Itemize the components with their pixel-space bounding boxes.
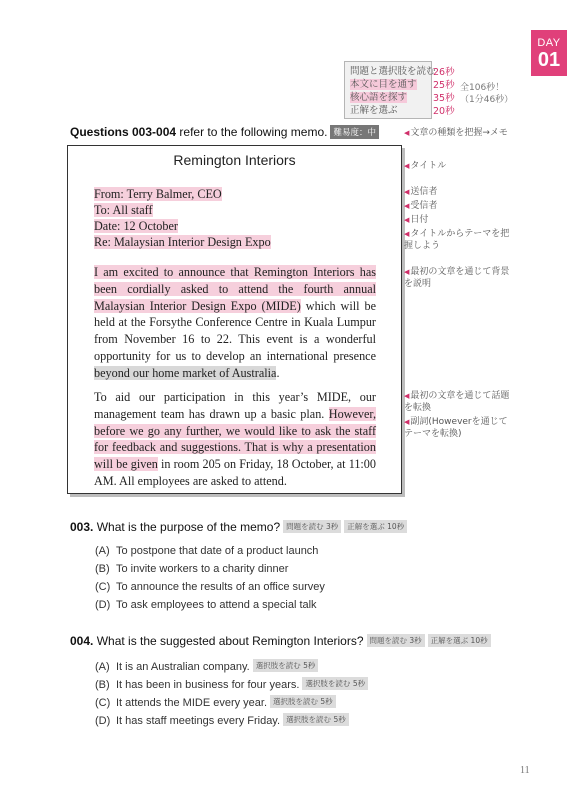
time-tag: 正解を選ぶ 10秒 [344, 520, 407, 533]
timing-total-sub: （1分46秒） [460, 95, 514, 105]
annotation-topic: ◀ 最初の文章を通じて話題を転換 [404, 390, 512, 414]
time-tag: 選択肢を読む 5秒 [283, 713, 349, 726]
questions-range: Questions 003-004 [70, 125, 177, 139]
annotation-sender: ◀ 送信者 [404, 186, 512, 198]
timing-sec-skim: 25秒 [433, 80, 455, 91]
timing-sec-keyword: 35秒 [433, 93, 455, 104]
day-label: DAY [537, 37, 561, 49]
memo-paragraph-1: I am excited to announce that Remington Interiors has been cordially asked to attend the fourth annual Malaysian Interior Design Expo (MIDE) which will be held at the Forsythe Conference Centre in Kuala Lumpur from November 16 to 22. This event is a wonderful opportunity for us to develop an international presence beyond our home market of Australia. [94, 265, 376, 380]
option-003-a[interactable]: (A) To postpone that date of a product launch [95, 545, 319, 557]
timing-sec-read: 26秒 [433, 67, 455, 78]
time-tag: 選択肢を読む 5秒 [253, 659, 319, 672]
memo-from: From: Terry Balmer, CEO [94, 187, 222, 201]
time-tag: 問題を読む 3秒 [367, 634, 425, 647]
annotation-theme: ◀ タイトルからテーマを把握しよう [404, 228, 512, 252]
highlight-pink: I am excited to announce that Remington Interiors has been cordially asked to attend the fourth annual Malaysian Interior Design Expo (MIDE) [94, 265, 376, 313]
memo-company: Remington Interiors [173, 152, 296, 168]
timing-row-skim: 本文に目を通す [350, 79, 417, 90]
timing-row-read: 問題と選択肢を読む [350, 66, 436, 77]
page-number: 11 [520, 765, 530, 776]
timing-box [344, 61, 436, 119]
memo-subject: Re: Malaysian Interior Design Expo [94, 235, 271, 249]
time-tag: 問題を読む 3秒 [283, 520, 341, 533]
option-003-d[interactable]: (D) To ask employees to attend a special talk [95, 599, 317, 611]
timing-row-keyword: 核心語を探す [350, 92, 408, 103]
option-004-c[interactable]: (C) It attends the MIDE every year. 選択肢を読む 5秒 [95, 695, 336, 709]
questions-instruction: refer to the following memo. [176, 125, 328, 139]
time-tag: 正解を選ぶ 10秒 [428, 634, 491, 647]
highlight-gray: beyond our home market of Australia [94, 365, 277, 380]
difficulty-badge: 難易度：中 [330, 125, 379, 139]
questions-header [70, 125, 379, 139]
question-004: 004. What is the suggested about Remington Interiors? 問題を読む 3秒 正解を選ぶ 10秒 [70, 634, 491, 648]
question-003: 003. What is the purpose of the memo? 問題を読む 3秒 正解を選ぶ 10秒 [70, 520, 407, 534]
option-003-c[interactable]: (C) To announce the results of an office survey [95, 581, 325, 593]
option-003-b[interactable]: (B) To invite workers to a charity dinner [95, 563, 289, 575]
annotation-date: ◀ 日付 [404, 214, 512, 226]
time-tag: 選択肢を読む 5秒 [270, 695, 336, 708]
timing-total: 全106秒！ [460, 83, 505, 93]
memo-to: To: All staff [94, 203, 153, 217]
day-number: 01 [537, 49, 561, 71]
annotation-title: ◀ タイトル [404, 160, 512, 172]
memo-date: Date: 12 October [94, 219, 178, 233]
annotation-first: ◀ 最初の文章を通じて背景を説明 [404, 266, 512, 290]
time-tag: 選択肢を読む 5秒 [302, 677, 368, 690]
option-004-a[interactable]: (A) It is an Australian company. 選択肢を読む 5秒 [95, 659, 318, 673]
day-tab [531, 30, 567, 76]
memo-paragraph-2: To aid our participation in this year’s MIDE, our management team has drawn up a basic plan. However, before we go any further, we would like to ask the staff for feedback and suggestions. That is why a presentation will be given in room 205 on Friday, 18 October, at 11:00 AM. All employees are asked to attend. [94, 390, 376, 488]
option-004-b[interactable]: (B) It has been in business for four years. 選択肢を読む 5秒 [95, 677, 368, 691]
annotation-type: ◀ 文章の種類を把握→メモ [404, 127, 544, 139]
option-004-d[interactable]: (D) It has staff meetings every Friday. 選択肢を読む 5秒 [95, 713, 349, 727]
annotation-however: ◀ 副詞(Howeverを通じてテーマを転換) [404, 416, 512, 440]
timing-sec-answer: 20秒 [433, 106, 455, 117]
annotation-receiver: ◀ 受信者 [404, 200, 512, 212]
highlight-pink: However, before we go any further, we would like to ask the staff for feedback and suggestions. That is why a presentation will be given [94, 406, 376, 472]
timing-row-answer: 正解を選ぶ [350, 105, 398, 116]
